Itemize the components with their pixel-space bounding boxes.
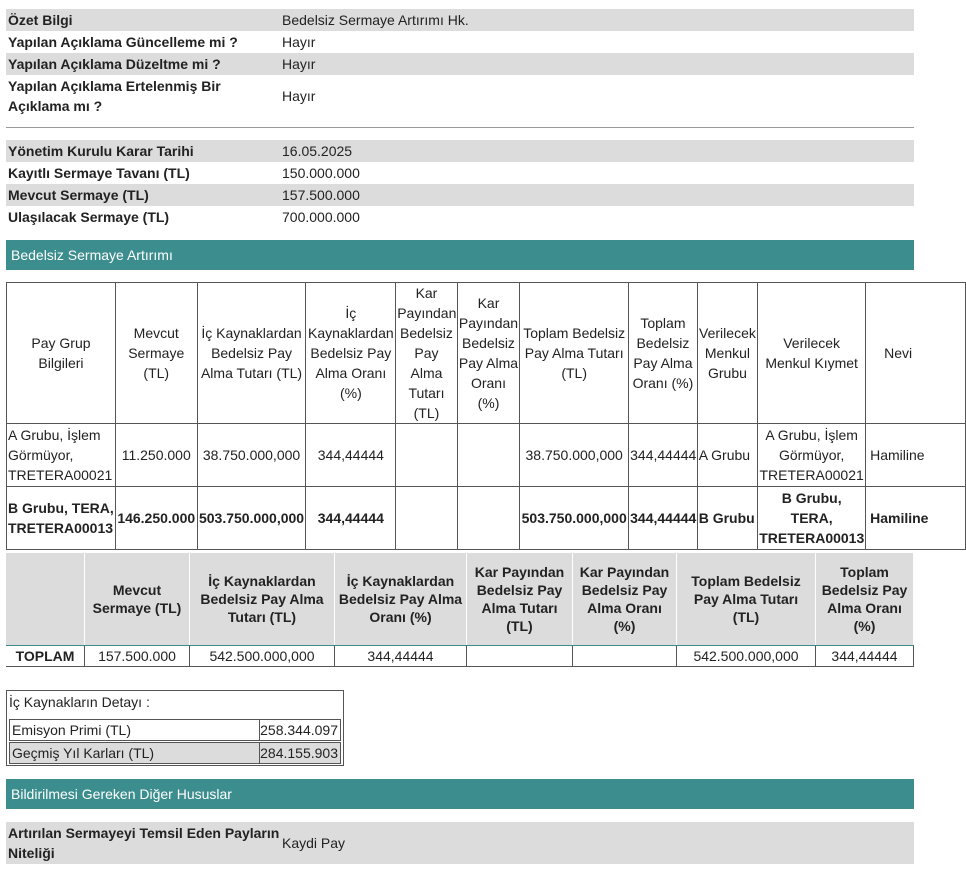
internal-source-row (9, 742, 341, 764)
column-header: Kar Payından Bedelsiz Pay Alma Oranı (%) (573, 553, 677, 645)
detail-row (6, 206, 914, 228)
table-cell (458, 487, 521, 550)
total-table-wrapper (6, 553, 914, 665)
field-label: Yapılan Açıklama Düzeltme mi ? (8, 56, 221, 72)
table-cell: 542.500.000,000 (677, 645, 816, 667)
table-cell: 344,44444 (306, 424, 396, 487)
field-label: Yönetim Kurulu Karar Tarihi (8, 143, 194, 159)
total-label: TOPLAM (6, 645, 85, 667)
field-value: Hayır (282, 88, 316, 104)
table-cell (467, 645, 573, 667)
detail-row (6, 184, 914, 206)
column-header: Kar Payından Bedelsiz Pay Alma Tutarı (TL) (467, 553, 573, 645)
table-cell: A Grubu (698, 424, 759, 487)
field-value: 150.000.000 (282, 165, 360, 181)
table-cell: 146.250.000 (116, 487, 198, 550)
table-cell: 503.750.000,000 (520, 487, 629, 550)
internal-source-value: 258.344.097 (260, 722, 338, 738)
summary-row (6, 75, 914, 117)
column-header: Verilecek Menkul Kıymet (758, 283, 866, 424)
field-label: Artırılan Sermayeyi Temsil Eden Payların Niteliği (8, 825, 280, 861)
internal-source-label: Emisyon Primi (TL) (10, 720, 260, 740)
detail-row (6, 140, 914, 162)
total-table (6, 553, 914, 667)
summary-row (6, 9, 914, 31)
section-header: Bildirilmesi Gereken Diğer Hususlar (6, 779, 914, 809)
detail-row (6, 162, 914, 184)
table-cell: A Grubu, İşlem Görmüyor, TRETERA00021 (7, 424, 116, 487)
column-header: Kar Payından Bedelsiz Pay Alma Oranı (%) (458, 283, 521, 424)
table-cell: Hamiline (866, 487, 966, 550)
column-header: Toplam Bedelsiz Pay Alma Oranı (%) (816, 553, 914, 645)
column-header: Mevcut Sermaye (TL) (116, 283, 198, 424)
column-header: Mevcut Sermaye (TL) (85, 553, 190, 645)
column-header: İç Kaynaklardan Bedelsiz Pay Alma Tutarı (TL) (190, 553, 335, 645)
column-header (6, 553, 85, 645)
field-value: Kaydi Pay (282, 835, 346, 851)
column-header: İç Kaynaklardan Bedelsiz Pay Alma Tutarı (TL) (198, 283, 307, 424)
column-header: İç Kaynaklardan Bedelsiz Pay Alma Oranı (%) (306, 283, 396, 424)
table-cell: 11.250.000 (116, 424, 198, 487)
table-cell (458, 424, 521, 487)
table-cell: B Grubu, TERA, TRETERA00013 (758, 487, 866, 550)
table-cell: B Grubu (698, 487, 759, 550)
internal-source-row (9, 719, 341, 741)
table-cell: Hamiline (866, 424, 966, 487)
table-cell: A Grubu, İşlem Görmüyor, TRETERA00021 (758, 424, 866, 487)
column-header: Pay Grup Bilgileri (7, 283, 116, 424)
table-cell (396, 424, 458, 487)
divider (6, 127, 914, 128)
table-cell: 157.500.000 (85, 645, 190, 667)
table-header-row (7, 283, 966, 424)
total-row (6, 645, 914, 667)
column-header: Nevi (866, 283, 966, 424)
field-value: 157.500.000 (282, 187, 360, 203)
table-cell: 344,44444 (629, 487, 698, 550)
table-cell: B Grubu, TERA, TRETERA00013 (7, 487, 116, 550)
group-table-wrapper (6, 282, 929, 546)
table-row (7, 424, 966, 487)
column-header: Toplam Bedelsiz Pay Alma Oranı (%) (629, 283, 698, 424)
section-header: Bedelsiz Sermaye Artırımı (6, 240, 914, 270)
table-row (7, 487, 966, 550)
table-cell (573, 645, 677, 667)
summary-row (6, 53, 914, 75)
internal-sources-title: İç Kaynakların Detayı : (9, 694, 150, 710)
column-header: Toplam Bedelsiz Pay Alma Tutarı (TL) (677, 553, 816, 645)
column-header: Kar Payından Bedelsiz Pay Alma Tutarı (TL) (396, 283, 458, 424)
field-label: Kayıtlı Sermaye Tavanı (TL) (8, 165, 190, 181)
field-label: Özet Bilgi (8, 12, 73, 28)
column-header: Verilecek Menkul Grubu (698, 283, 759, 424)
internal-sources-box (6, 690, 344, 766)
table-cell: 344,44444 (816, 645, 914, 667)
summary-row (6, 31, 914, 53)
field-value: Hayır (282, 34, 316, 50)
column-header: Toplam Bedelsiz Pay Alma Tutarı (TL) (520, 283, 629, 424)
table-cell: 542.500.000,000 (190, 645, 335, 667)
internal-source-label: Geçmiş Yıl Karları (TL) (10, 743, 260, 763)
field-label: Mevcut Sermaye (TL) (8, 187, 149, 203)
field-value: Hayır (282, 56, 316, 72)
field-value: 700.000.000 (282, 209, 360, 225)
table-header-row (6, 553, 914, 645)
table-cell: 503.750.000,000 (198, 487, 307, 550)
table-cell: 344,44444 (335, 645, 467, 667)
table-cell (396, 487, 458, 550)
other-row (6, 822, 914, 864)
field-label: Ulaşılacak Sermaye (TL) (8, 209, 170, 225)
field-value: Bedelsiz Sermaye Artırımı Hk. (282, 12, 469, 28)
table-cell: 344,44444 (306, 487, 396, 550)
field-label: Yapılan Açıklama Ertelenmiş Bir Açıklama mı ? (8, 78, 221, 114)
internal-source-value: 284.155.903 (260, 745, 338, 761)
field-label: Yapılan Açıklama Güncelleme mi ? (8, 34, 238, 50)
column-header: İç Kaynaklardan Bedelsiz Pay Alma Oranı (%) (335, 553, 467, 645)
table-cell: 38.750.000,000 (520, 424, 629, 487)
field-value: 16.05.2025 (282, 143, 353, 159)
table-cell: 344,44444 (629, 424, 698, 487)
table-cell: 38.750.000,000 (198, 424, 307, 487)
group-table (6, 282, 966, 550)
